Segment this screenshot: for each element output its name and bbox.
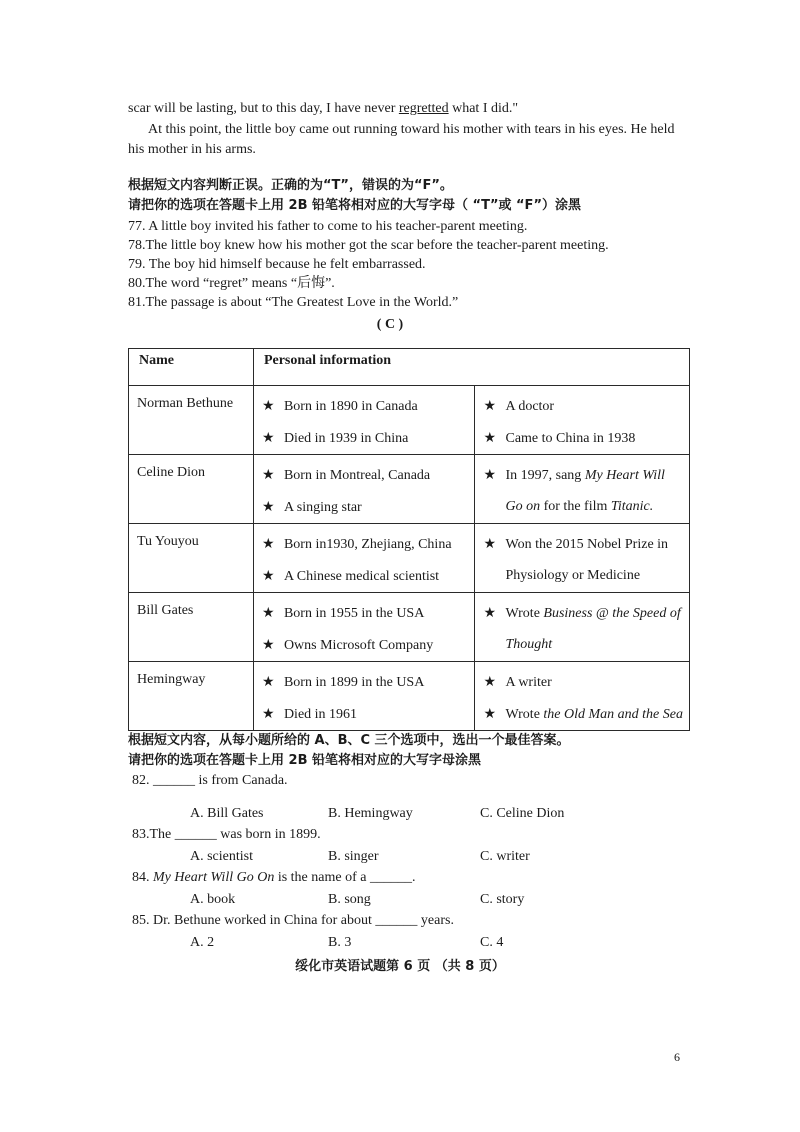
option-84-a: A. book [190,892,236,907]
info-text: Born in 1890 in Canada [283,399,418,414]
info-text: Wrote [505,606,544,621]
table-row [129,386,690,455]
song-title: My Heart Will [584,468,665,483]
question-83: 83.The ______ was born in 1899. [132,827,321,842]
info-text: Died in 1939 in China [283,431,409,446]
option-85-a: A. 2 [190,935,215,950]
section-c-label: ( C ) [376,317,404,332]
question-text: is the name of a ______. [274,870,416,885]
info-text: Physiology or Medicine [505,568,641,583]
info-text: Born in 1899 in the USA [283,675,425,690]
star-icon: ★ [483,398,497,414]
question-text: 84. [132,870,153,885]
song-title: Go on [505,499,541,514]
option-83-b: B. singer [328,849,379,864]
option-82-c: C. Celine Dion [480,806,565,821]
book-title: Business @ the Speed of [543,606,681,621]
person-name: Hemingway [129,662,254,731]
info-text: A singing star [283,500,362,515]
info-text: A doctor [505,399,555,414]
header-personal-info: Personal information [253,349,689,386]
question-79: 79. The boy hid himself because he felt embarrassed. [128,257,426,272]
option-82-b: B. Hemingway [328,806,413,821]
question-77: 77. A little boy invited his father to come to his teacher-parent meeting. [128,219,528,234]
question-85: 85. Dr. Bethune worked in China for about ______ years. [132,913,454,928]
info-text: Wrote [505,707,544,722]
star-icon: ★ [483,674,497,690]
star-icon: ★ [261,467,275,483]
question-81: 81.The passage is about “The Greatest Love in the World.” [128,295,459,310]
star-icon: ★ [261,499,275,515]
info-text: Won the 2015 Nobel Prize in [505,537,669,552]
tf-instruction-2: 请把你的选项在答题卡上用 2B 铅笔将相对应的大写字母（ “T”或 “F”）涂黑 [128,198,581,213]
info-text: for the film [540,499,611,514]
info-col-1 [253,593,475,662]
passage-text: what I did." [448,101,519,116]
person-name: Celine Dion [129,455,254,524]
page-number: 6 [674,1050,680,1064]
question-82: 82. ______ is from Canada. [132,773,288,788]
question-78: 78.The little boy knew how his mother got the scar before the teacher-parent meeting. [128,238,609,253]
table-row [129,455,690,524]
info-col-2 [475,662,690,731]
info-col-2 [475,593,690,662]
info-text: Born in Montreal, Canada [283,468,431,483]
info-text: In 1997, sang [505,468,585,483]
info-text: A Chinese medical scientist [283,569,440,584]
info-col-2 [475,524,690,593]
info-col-1 [253,524,475,593]
person-name: Bill Gates [129,593,254,662]
film-title: Titanic. [610,499,654,514]
option-84-c: C. story [480,892,525,907]
table-header-row [129,349,690,386]
star-icon: ★ [261,706,275,722]
person-name: Norman Bethune [129,386,254,455]
exam-footer: 绥化市英语试题第 6 页 （共 8 页） [295,959,505,974]
table-row [129,662,690,731]
book-title: Thought [505,637,553,652]
passage-line-1 [128,100,518,118]
info-col-1 [253,386,475,455]
passage-text: scar will be lasting, but to this day, I have never [128,101,399,116]
info-col-2 [475,386,690,455]
info-col-2 [475,455,690,524]
star-icon: ★ [483,467,497,483]
underlined-word: regretted [398,101,449,116]
star-icon: ★ [261,674,275,690]
song-title: My Heart Will Go On [153,870,275,885]
option-83-c: C. writer [480,849,530,864]
passage-line-2: At this point, the little boy came out running toward his mother with tears in his eyes. He held [148,122,675,137]
info-col-1 [253,455,475,524]
info-text: Owns Microsoft Company [283,638,434,653]
option-85-b: B. 3 [328,935,352,950]
star-icon: ★ [483,430,497,446]
info-text: Born in1930, Zhejiang, China [283,537,452,552]
person-name: Tu Youyou [129,524,254,593]
header-name: Name [129,349,254,386]
book-title: the Old Man and the Sea [543,707,683,722]
info-text: A writer [505,675,552,690]
option-82-a: A. Bill Gates [190,806,264,821]
star-icon: ★ [261,637,275,653]
option-85-c: C. 4 [480,935,504,950]
personal-info-table [128,348,690,731]
star-icon: ★ [483,706,497,722]
info-text: Died in 1961 [283,707,358,722]
star-icon: ★ [483,605,497,621]
mc-instruction-2: 请把你的选项在答题卡上用 2B 铅笔将相对应的大写字母涂黑 [128,753,482,768]
star-icon: ★ [261,536,275,552]
star-icon: ★ [261,398,275,414]
info-col-1 [253,662,475,731]
option-84-b: B. song [328,892,371,907]
info-text: Born in 1955 in the USA [283,606,425,621]
mc-instruction-1: 根据短文内容，从每小题所给的 A、B、C 三个选项中，选出一个最佳答案。 [128,733,570,748]
passage-line-3: his mother in his arms. [128,142,256,157]
tf-instruction-1: 根据短文内容判断正误。正确的为“T”，错误的为“F”。 [128,178,453,193]
table-row [129,524,690,593]
info-text: Came to China in 1938 [505,431,636,446]
star-icon: ★ [261,605,275,621]
star-icon: ★ [483,536,497,552]
star-icon: ★ [261,568,275,584]
question-80: 80.The word “regret” means “后悔”. [128,276,335,291]
question-84 [132,869,415,887]
star-icon: ★ [261,430,275,446]
table-row [129,593,690,662]
option-83-a: A. scientist [190,849,253,864]
